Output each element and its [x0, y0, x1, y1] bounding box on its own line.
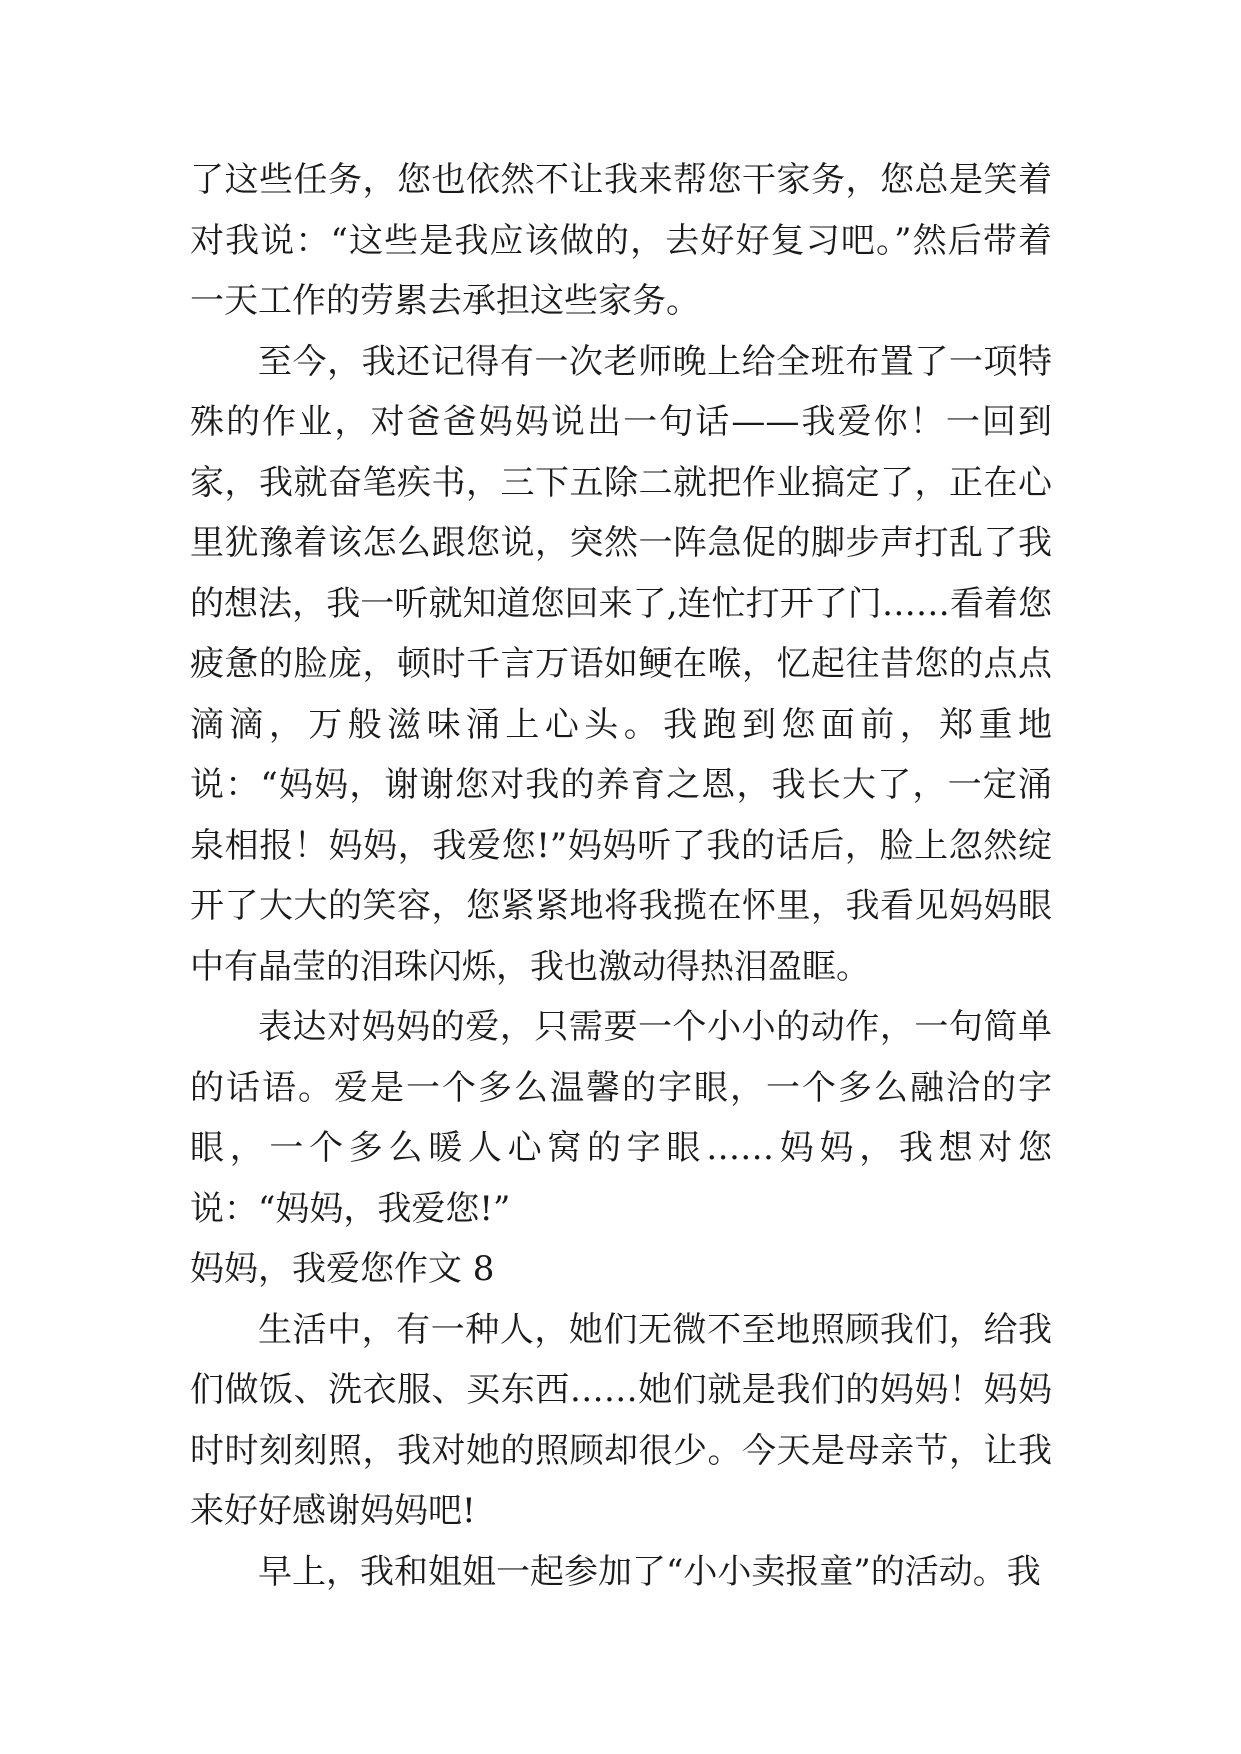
paragraph-1: 了这些任务，您也依然不让我来帮您干家务，您总是笑着对我说：“这些是我应该做的，去好好复习吧。”然后带着一天工作的劳累去承担这些家务。 — [190, 160, 1052, 321]
document-page — [190, 150, 1052, 1602]
section-heading: 妈妈，我爱您作文 8 — [190, 1249, 495, 1289]
paragraph-4: 生活中，有一种人，她们无微不至地照顾我们，给我们做饭、洗衣服、买东西……她们就是我们的妈妈！妈妈时时刻刻照，我对她的照顾却很少。今天是母亲节，让我来好好感谢妈妈吧! — [190, 1309, 1052, 1531]
paragraph-5: 早上，我和姐姐一起参加了“小小卖报童”的活动。我 — [258, 1551, 1041, 1592]
paragraph-2: 至今，我还记得有一次老师晚上给全班布置了一项特殊的作业，对爸爸妈妈说出一句话——我爱你！一回到家，我就奋笔疾书，三下五除二就把作业搞定了，正在心里犹豫着该怎么跟您说，突然一阵急促的脚步声打乱了我的想法，我一听就知道您回来了,连忙打开了门……看着您疲惫的脸庞，顿时千言万语如鲠在喉，忆起往昔您的点点滴滴，万般滋味涌上心头。我跑到您面前，郑重地说：“妈妈，谢谢您对我的养育之恩，我长大了，一定涌泉相报！妈妈，我爱您!”妈妈听了我的话后，脸上忽然绽开了大大的笑容，您紧紧地将我揽在怀里，我看见妈妈眼中有晶莹的泪珠闪烁，我也激动得热泪盈眶。 — [190, 341, 1052, 987]
paragraph-3: 表达对妈妈的爱，只需要一个小小的动作，一句简单的话语。爱是一个多么温馨的字眼，一个多么融洽的字眼，一个多么暖人心窝的字眼……妈妈，我想对您说：“妈妈，我爱您!” — [190, 1007, 1052, 1229]
